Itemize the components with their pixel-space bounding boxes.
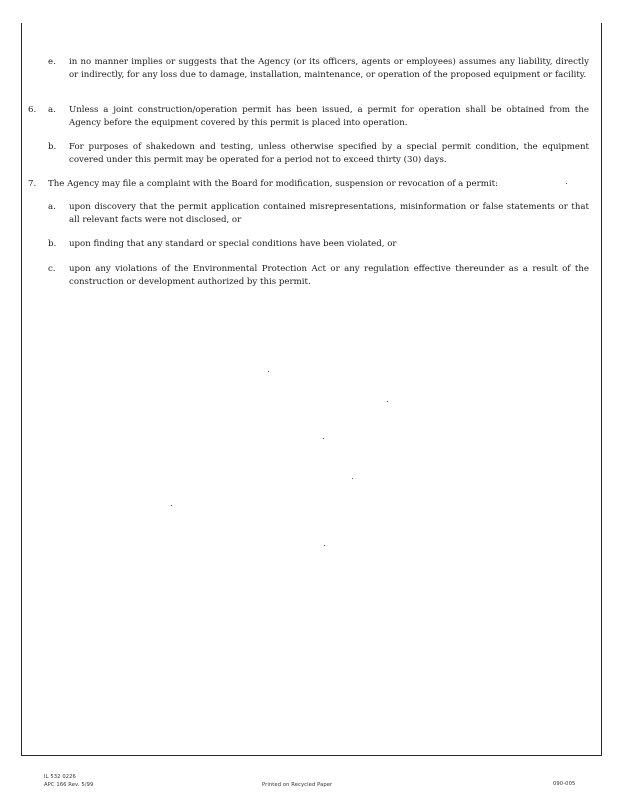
item-e-text: in no manner implies or suggests that the Agency (or its officers, agents or employees) assumes any liability, directly or indirectly, for any loss due to damage, installation, maintenance, or operation of the proposed equipment or facility. [69, 57, 589, 80]
item-7c-label: c. [48, 264, 56, 274]
item-7-text: The Agency may file a complaint with the Board for modification, suspension or revocation of a permit: [48, 179, 498, 189]
item-6b-text: For purposes of shakedown and testing, unless otherwise specified by a special permit condition, the equipment covered under this permit may be operated for a period not to exceed thirty (30) days. [69, 142, 589, 165]
item-6b-label: b. [48, 142, 57, 152]
item-7a-text: upon discovery that the permit application contained misrepresentations, misinformation or false statements or that all relevant facts were not disclosed, or [69, 202, 589, 225]
scan-speck [352, 478, 353, 479]
scan-speck [171, 505, 172, 506]
scan-speck [387, 401, 388, 402]
item-7-number: 7. [28, 179, 37, 189]
item-7c-text: upon any violations of the Environmental Protection Act or any regulation effective thereunder as a result of the construction or development authorized by this permit. [69, 264, 589, 287]
scan-speck [566, 183, 567, 184]
page-code: 090-005 [553, 781, 576, 787]
recycled-paper-note: Printed on Recycled Paper [262, 782, 333, 788]
item-7b-text: upon finding that any standard or special conditions have been violated, or [69, 239, 397, 249]
form-number: IL 532 0226 [44, 774, 76, 780]
scan-speck [324, 545, 325, 546]
item-7a-label: a. [48, 202, 56, 212]
item-e-label: e. [48, 57, 56, 67]
item-6a-label: a. [48, 105, 56, 115]
form-revision: APC 166 Rev. 5/99 [44, 782, 94, 788]
item-7b-label: b. [48, 239, 57, 249]
item-6a-text: Unless a joint construction/operation permit has been issued, a permit for operation shall be obtained from the Agency before the equipment covered by this permit is placed into operation. [69, 105, 589, 128]
scan-speck [323, 438, 324, 439]
scan-speck [268, 371, 269, 372]
item-6-number: 6. [28, 105, 37, 115]
page-border [21, 23, 602, 756]
